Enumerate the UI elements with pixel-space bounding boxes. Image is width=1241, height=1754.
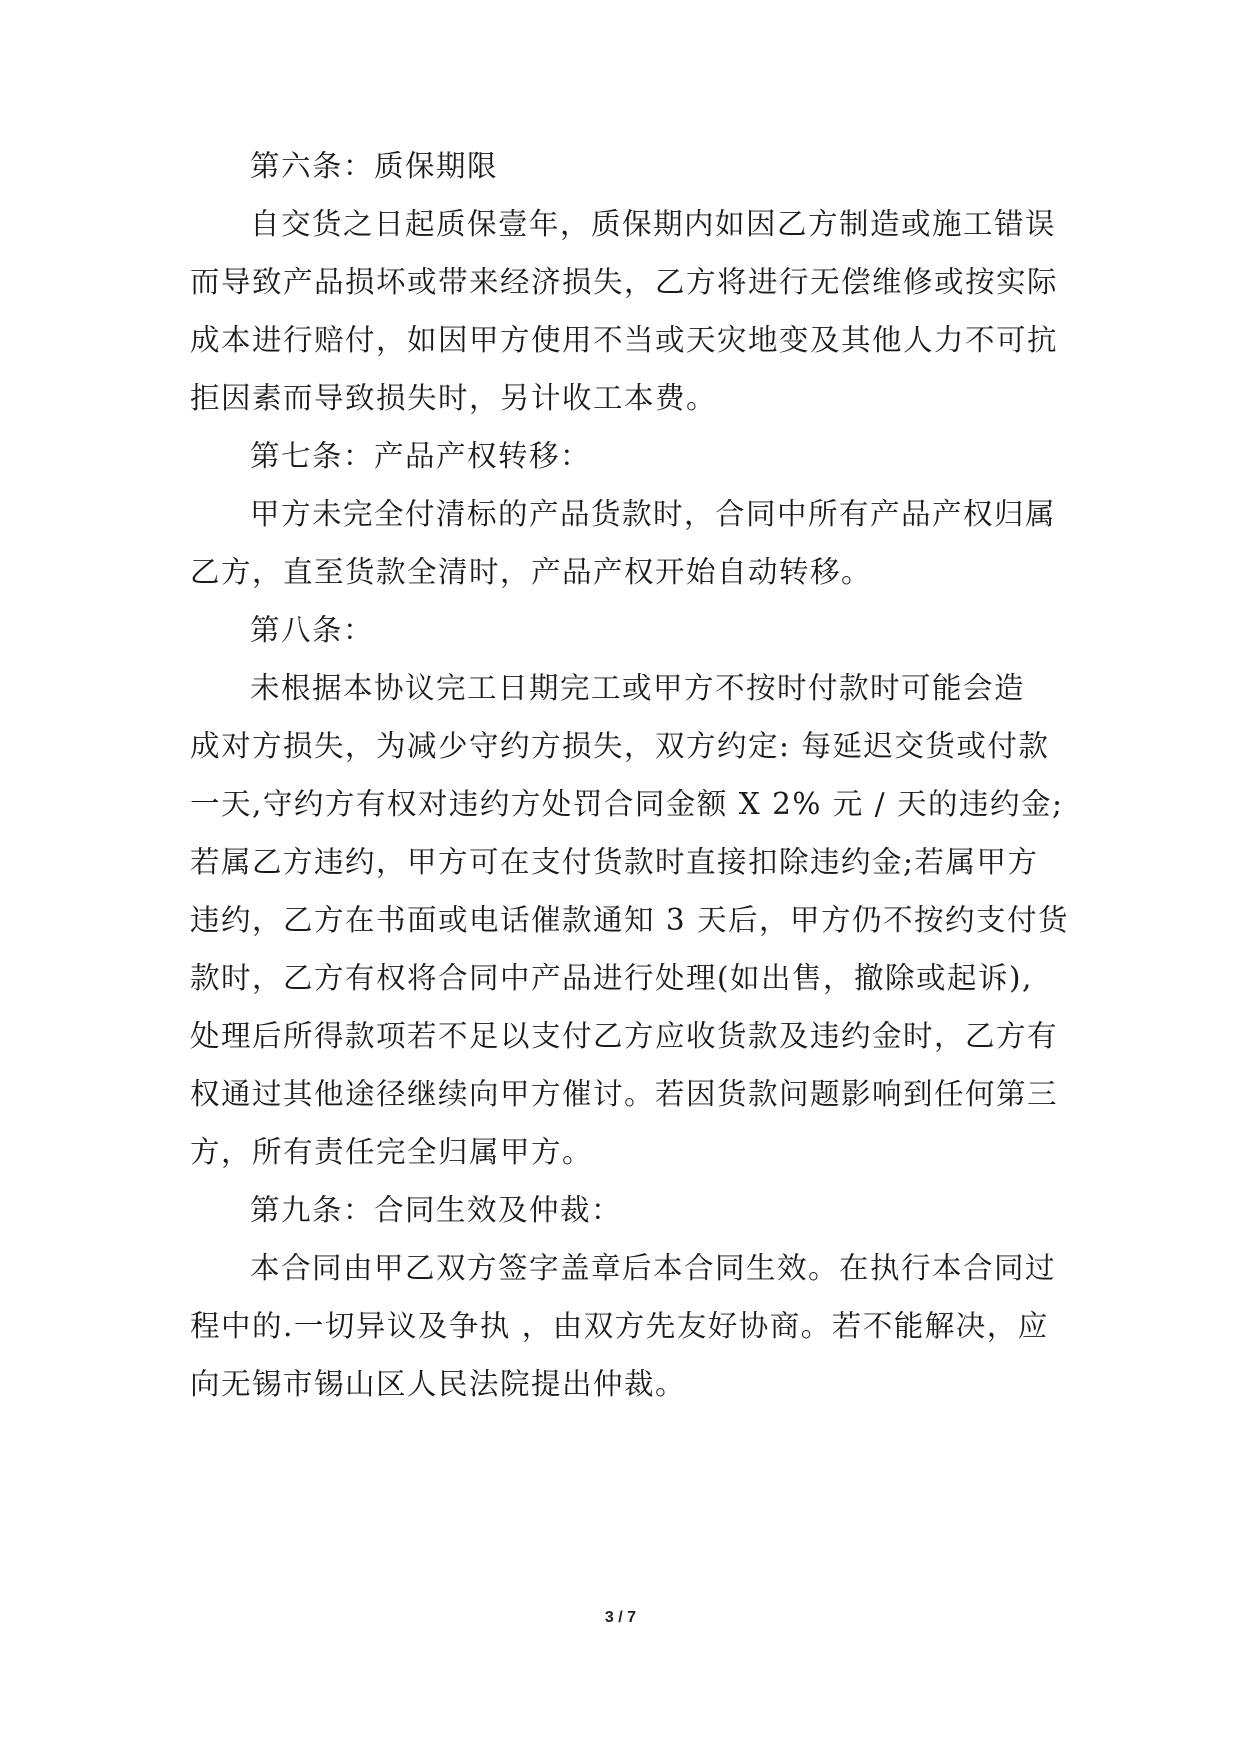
paragraph-line: 权通过其他途径继续向甲方催讨。若因货款问题影响到任何第三	[190, 1077, 1059, 1111]
paragraph-line: 一天,守约方有权对违约方处罚合同金额 X 2% 元 / 天的违约金;	[190, 787, 1064, 821]
paragraph-line: 而导致产品损坏或带来经济损失，乙方将进行无偿维修或按实际	[190, 265, 1059, 299]
paragraph-line: 自交货之日起质保壹年，质保期内如因乙方制造或施工错误	[250, 207, 1057, 241]
paragraph-line: 成对方损失，为减少守约方损失，双方约定: 每延迟交货或付款	[190, 729, 1050, 763]
paragraph-line: 若属乙方违约，甲方可在支付货款时直接扣除违约金;若属甲方	[190, 845, 1039, 879]
paragraph-line: 处理后所得款项若不足以支付乙方应收货款及违约金时，乙方有	[190, 1019, 1059, 1053]
paragraph-line: 款时，乙方有权将合同中产品进行处理(如出售，撤除或起诉),	[190, 961, 1033, 995]
article-9-heading: 第九条：合同生效及仲裁：	[250, 1193, 623, 1227]
paragraph-line: 甲方未完全付清标的产品货款时，合同中所有产品产权归属	[250, 497, 1057, 531]
paragraph-line: 本合同由甲乙双方签字盖章后本合同生效。在执行本合同过	[250, 1251, 1057, 1285]
paragraph-line: 违约，乙方在书面或电话催款通知 3 天后，甲方仍不按约支付货	[190, 903, 1070, 937]
article-7-heading: 第七条：产品产权转移：	[250, 439, 592, 473]
paragraph-line: 成本进行赔付，如因甲方使用不当或天灾地变及其他人力不可抗	[190, 323, 1059, 357]
page-number: 3 / 7	[604, 1609, 637, 1626]
article-6-heading: 第六条：质保期限	[250, 149, 499, 183]
paragraph-line: 乙方，直至货款全清时，产品产权开始自动转移。	[190, 555, 873, 589]
article-8-heading: 第八条：	[250, 613, 375, 647]
paragraph-line: 向无锡市锡山区人民法院提出仲裁。	[190, 1367, 687, 1401]
paragraph-line: 未根据本协议完工日期完工或甲方不按时付款时可能会造	[250, 671, 1026, 705]
paragraph-line: 拒因素而导致损失时，另计收工本费。	[190, 381, 718, 415]
paragraph-line: 方，所有责任完全归属甲方。	[190, 1135, 594, 1169]
paragraph-line: 程中的.一切异议及争执 ，由双方先友好协商。若不能解决，应	[190, 1309, 1049, 1343]
